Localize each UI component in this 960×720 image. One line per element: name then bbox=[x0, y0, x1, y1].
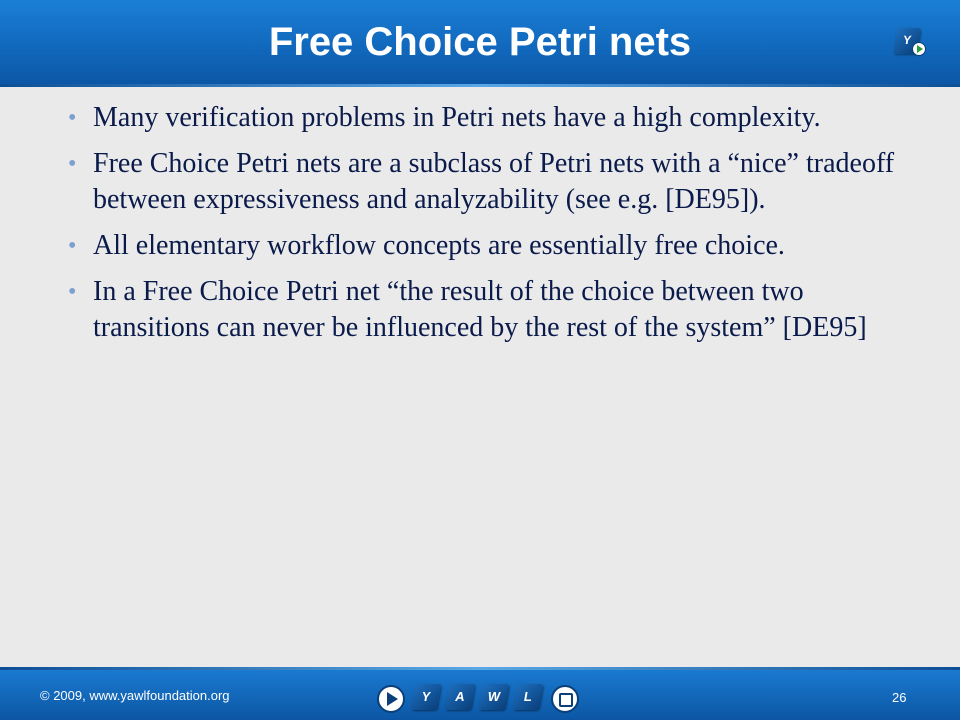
bullet-item bbox=[60, 228, 900, 264]
bullet-text: Many verification problems in Petri nets have a high complexity. bbox=[93, 102, 821, 133]
logo-play-icon bbox=[912, 42, 926, 56]
bullet-icon: • bbox=[68, 151, 77, 177]
bullet-text: All elementary workflow concepts are essentially free choice. bbox=[93, 230, 785, 261]
bullet-item bbox=[60, 146, 900, 218]
bullet-item bbox=[60, 274, 900, 346]
header-divider bbox=[0, 84, 960, 87]
bullet-item bbox=[60, 100, 900, 136]
yawl-logo-icon: Y bbox=[893, 28, 921, 54]
slide-body bbox=[60, 100, 900, 356]
bullet-icon: • bbox=[68, 105, 77, 131]
bullet-text: Free Choice Petri nets are a subclass of Petri nets with a “nice” tradeoff between expressiveness and analyzability (see e.g. [DE95]). bbox=[93, 148, 895, 215]
copyright-text: © 2009, www.yawlfoundation.org bbox=[40, 688, 230, 703]
nav-letter-y[interactable]: Y bbox=[411, 684, 442, 710]
play-triangle bbox=[387, 692, 398, 706]
nav-letter-a[interactable]: A bbox=[445, 684, 476, 710]
slide-title: Free Choice Petri nets bbox=[268, 20, 692, 64]
bullet-icon: • bbox=[68, 279, 77, 305]
page-number: 26 bbox=[892, 690, 907, 705]
stop-icon[interactable] bbox=[551, 685, 579, 713]
bullet-list bbox=[60, 100, 900, 346]
nav-letter-w[interactable]: W bbox=[479, 684, 510, 710]
bullet-text: In a Free Choice Petri net “the result of the choice between two transitions can never be influenced by the rest of the system” [DE95] bbox=[93, 276, 867, 343]
stop-square bbox=[559, 693, 573, 707]
play-icon[interactable] bbox=[377, 685, 405, 713]
bullet-icon: • bbox=[68, 233, 77, 259]
yawl-nav-bar bbox=[375, 680, 585, 714]
nav-letter-l[interactable]: L bbox=[513, 684, 544, 710]
